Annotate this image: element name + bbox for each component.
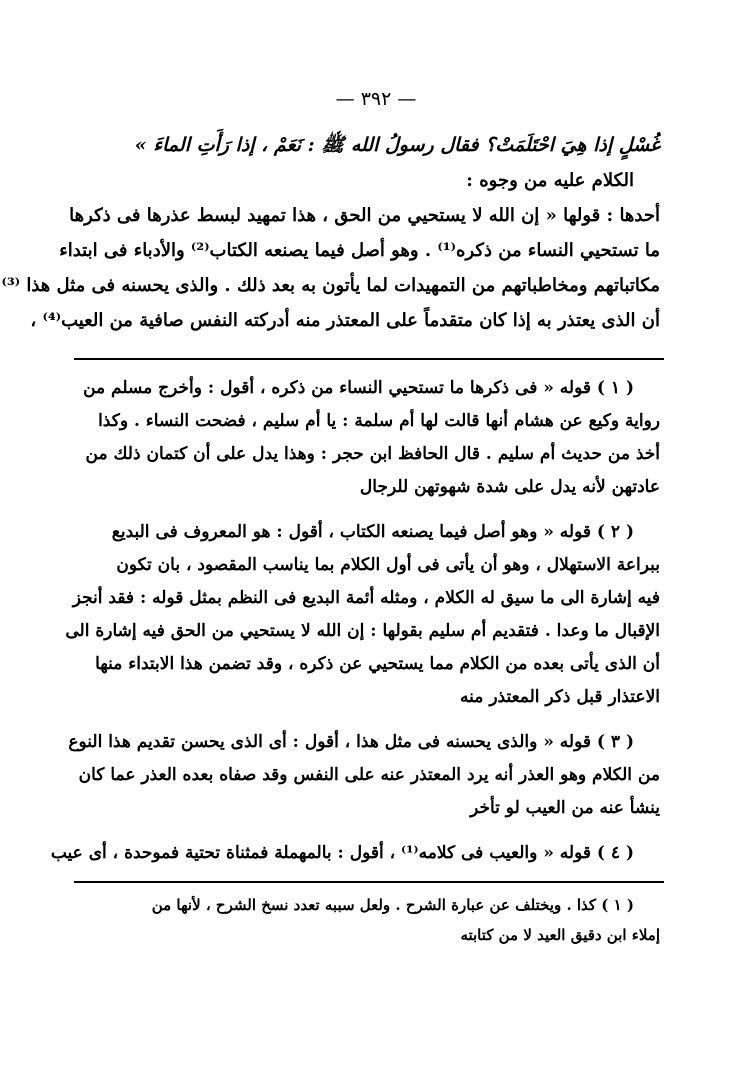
page-number: — ٣٩٢ — (335, 88, 417, 110)
footnote-divider (74, 881, 664, 883)
footnote-line: إملاء ابن دقيق العيد لا من كتابته (460, 926, 660, 944)
commentary-note-4 (50, 837, 660, 870)
note-line: أن الذى يأتى بعده من الكلام مما يستحيي عن ذكره ، وقد تضمن هذا الابتداء منها (95, 654, 660, 674)
text-line: مكاتباتهم ومخاطباتهم من التمهيدات لما يأتون به بعد ذلك . والذى يحسنه فى مثل هذا ⁽³⁾ (1, 275, 660, 296)
note-line: عادتهن لأنه يدل على شدة شهوتهن للرجال (359, 477, 660, 497)
note-line: ينشأ عنه من العيب لو تأخر (470, 798, 660, 818)
notes-divider (74, 358, 664, 360)
footnote-line: ( ١ ) كذا . ويختلف عن عبارة الشرح . ولعل سببه تعدد نسخ الشرح ، لأنها من (151, 896, 634, 914)
hadith-line: غُسْلٍ إذا هِيَ احْتَلَمَتْ؟ فقال رسولُ الله ﷺ : نَعَمْ ، إذا رَأَتِ الماءَ » (134, 134, 660, 156)
commentary-note-2 (65, 516, 660, 714)
section-heading: الكلام عليه من وجوه : (466, 170, 634, 191)
note-line: ( ٤ ) قوله « والعيب فى كلامه⁽¹⁾ ، أقول : بالمهملة فمثناة تحتية فموحدة ، أى عيب (50, 843, 634, 863)
commentary-note-1 (78, 372, 660, 504)
commentary-note-3 (68, 726, 660, 825)
note-line: من الكلام وهو العذر أنه يرد المعتذر عنه على النفس وقد صفاه بعده العذر عما كان (78, 765, 660, 785)
footnote (78, 890, 660, 950)
note-line: ( ٣ ) قوله « والذى يحسنه فى مثل هذا ، أقول : أى الذى يحسن تقديم هذا النوع (68, 732, 634, 752)
note-line: ( ٢ ) قوله « وهو أصل فيما يصنعه الكتاب ، أقول : هو المعروف فى البديع (111, 522, 634, 542)
text-line: أحدها : قولها « إن الله لا يستحيي من الحق ، هذا تمهيد لبسط عذرها فى ذكرها (69, 205, 660, 226)
note-line: الإقبال ما وعدا . فتقديم أم سليم بقولها : إن الله لا يستحيي من الحق فيه إشارة الى (65, 621, 660, 641)
note-line: فيه إشارة الى ما سيق له الكلام ، ومثله أئمة البديع فى النظم بمثل قوله : فقد أنجز (72, 588, 660, 608)
note-line: ببراعة الاستهلال ، وهو أن يأتى فى أول الكلام بما يناسب المقصود ، بان تكون (116, 555, 660, 575)
note-line: أخذ من حديث أم سليم . قال الحافظ ابن حجر : وهذا يدل على أن كتمان ذلك من (85, 444, 660, 464)
text-line: أن الذى يعتذر به إذا كان متقدماً على المعتذر منه أدركته النفس صافية من العيب⁽⁴⁾ ، (30, 310, 660, 331)
note-line: ( ١ ) قوله « فى ذكرها ما تستحيي النساء من ذكره ، أقول : وأخرج مسلم من (83, 378, 634, 398)
commentary-notes (50, 372, 660, 882)
text-line: ما تستحيي النساء من ذكره⁽¹⁾ . وهو أصل فيما يصنعه الكتاب⁽²⁾ والأدباء فى ابتداء (59, 240, 660, 261)
note-line: الاعتذار قبل ذكر المعتذر منه (460, 687, 660, 707)
note-line: رواية وكيع عن هشام أنها قالت لها أم سلمة : يا أم سليم ، فضحت النساء . وكذا (98, 411, 660, 431)
main-text (1, 128, 660, 338)
